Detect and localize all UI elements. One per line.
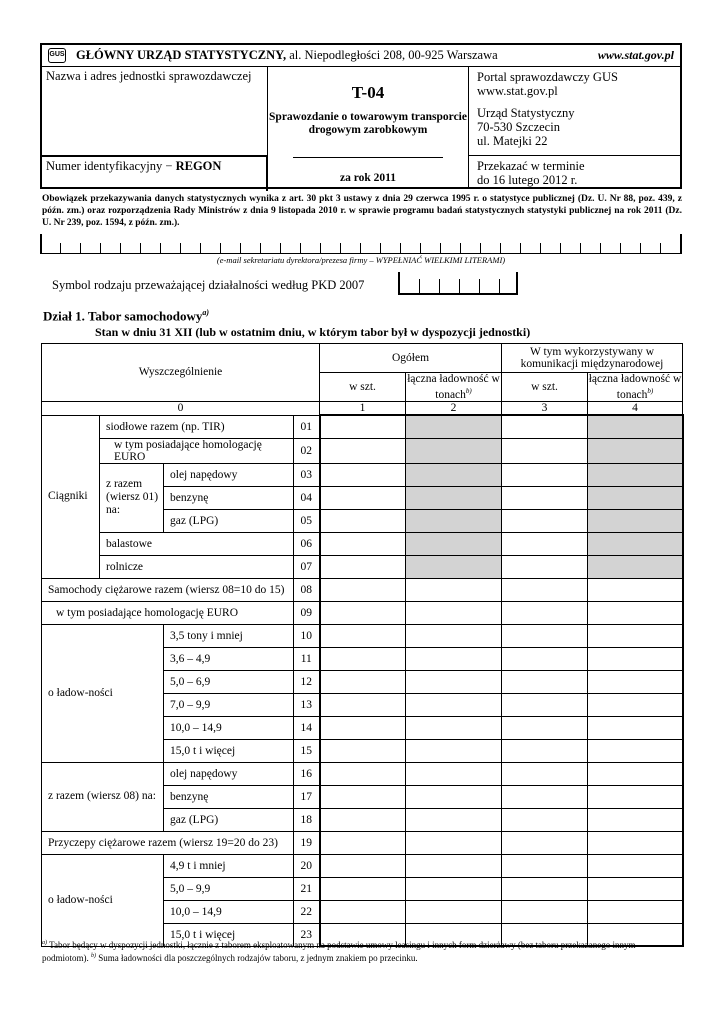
cell-14-4[interactable] <box>588 716 683 739</box>
email-box-divider <box>440 243 441 253</box>
form-title: Sprawozdanie o towarowym transporcie drogowym zarobkowym <box>269 111 467 136</box>
cell-21-2[interactable] <box>406 877 502 900</box>
row-num-01: 01 <box>294 415 320 438</box>
pkd-input-boxes[interactable] <box>398 272 518 295</box>
cell-04-1[interactable] <box>320 486 406 509</box>
cell-22-4[interactable] <box>588 900 683 923</box>
form-year: za rok 2011 <box>339 172 396 184</box>
cell-18-1[interactable] <box>320 808 406 831</box>
table-row <box>42 831 683 854</box>
row-label-19: Przyczepy ciężarowe razem (wiersz 19=20 do 23) <box>42 831 294 854</box>
row-num-15: 15 <box>294 739 320 762</box>
col-num-3: 3 <box>502 401 588 415</box>
cell-06-2 <box>406 532 502 555</box>
row-num-06: 06 <box>294 532 320 555</box>
pkd-box-divider <box>439 279 440 293</box>
cell-19-3[interactable] <box>502 831 588 854</box>
row-label-13: 7,0 – 9,9 <box>164 693 294 716</box>
portal-line1: Portal sprawozdawczy GUS <box>477 70 618 84</box>
cell-12-4[interactable] <box>588 670 683 693</box>
email-box-divider <box>320 243 321 253</box>
obligation-text: Obowiązek przekazywania danych statystycznych wynika z art. 30 pkt 3 ustawy z dnia 29 czerwca 1995 r. o statystyce publicznej (Dz. U. Nr 88, poz. 439, z późn. zm.) oraz rozporządzenia Rady Ministrów z dnia 9 listopada 2010 r. w sprawie programu badań statystycznych statystyki publicznej na rok 2011 (Dz. U. Nr 239, poz. 1594, z późn. zm.). <box>42 194 682 228</box>
cell-18-4[interactable] <box>588 808 683 831</box>
header-capacity-intl: łączna ładowność w tonach$^{b)}$ <box>588 373 682 401</box>
cell-09-4[interactable] <box>588 601 683 624</box>
form-divider <box>293 157 443 158</box>
table-row <box>42 532 683 555</box>
table-row <box>42 463 683 486</box>
office-line3: ul. Matejki 22 <box>477 134 548 148</box>
column-numbers-row <box>42 401 683 415</box>
email-box-divider <box>540 243 541 253</box>
col-num-0: 0 <box>42 401 320 415</box>
cell-06-1[interactable] <box>320 532 406 555</box>
cell-16-3[interactable] <box>502 762 588 785</box>
row-label-06: balastowe <box>100 532 294 555</box>
row-label-20: 4,9 t i mniej <box>164 854 294 877</box>
pkd-box-divider <box>479 279 480 293</box>
cell-15-3[interactable] <box>502 739 588 762</box>
cell-06-4 <box>588 532 683 555</box>
row-label-02: w tym posiadające homologację EURO <box>100 438 294 463</box>
row-num-10: 10 <box>294 624 320 647</box>
email-input-boxes[interactable] <box>40 235 682 254</box>
row-num-03: 03 <box>294 463 320 486</box>
cell-12-3[interactable] <box>502 670 588 693</box>
row-label-03: olej napędowy <box>164 463 294 486</box>
unit-name-label: Nazwa i adres jednostki sprawozdawczej <box>46 69 252 83</box>
email-box-divider <box>480 243 481 253</box>
cell-09-3[interactable] <box>502 601 588 624</box>
cell-17-3[interactable] <box>502 785 588 808</box>
row-num-07: 07 <box>294 555 320 578</box>
cell-20-4[interactable] <box>588 854 683 877</box>
office-line1: Urząd Statystyczny <box>477 106 575 120</box>
cell-09-2[interactable] <box>406 601 502 624</box>
row-label-08: Samochody ciężarowe razem (wiersz 08=10 do 15) <box>42 578 294 601</box>
email-box-divider <box>80 243 81 253</box>
cell-07-2 <box>406 555 502 578</box>
row-label-18: gaz (LPG) <box>164 808 294 831</box>
regon-label: REGON <box>175 159 222 173</box>
row-num-04: 04 <box>294 486 320 509</box>
table-row <box>42 854 683 877</box>
gus-logo: GUS <box>48 48 66 63</box>
table-row <box>42 762 683 785</box>
pkd-label: Symbol rodzaju przeważającej działalności według PKD 2007 <box>52 278 365 292</box>
row-num-18: 18 <box>294 808 320 831</box>
header-capacity-total: łączna ładowność w tonach$^{b)}$ <box>407 373 500 401</box>
cell-07-3[interactable] <box>502 555 588 578</box>
cell-02-3[interactable] <box>502 438 588 463</box>
email-box-divider <box>520 243 521 253</box>
cell-06-3[interactable] <box>502 532 588 555</box>
cell-16-4[interactable] <box>588 762 683 785</box>
cell-08-2[interactable] <box>406 578 502 601</box>
cell-07-1[interactable] <box>320 555 406 578</box>
cell-03-3[interactable] <box>502 463 588 486</box>
cell-22-2[interactable] <box>406 900 502 923</box>
row-num-09: 09 <box>294 601 320 624</box>
table-row <box>42 624 683 647</box>
cell-11-4[interactable] <box>588 647 683 670</box>
cell-01-2 <box>406 415 502 438</box>
cell-13-1[interactable] <box>320 693 406 716</box>
group-ladownosc-1: o ładow-ności <box>42 624 164 762</box>
row-label-21: 5,0 – 9,9 <box>164 877 294 900</box>
cell-20-3[interactable] <box>502 854 588 877</box>
row-num-12: 12 <box>294 670 320 693</box>
table-row <box>42 578 683 601</box>
cell-19-1[interactable] <box>320 831 406 854</box>
email-box-divider <box>380 243 381 253</box>
email-box-divider <box>460 243 461 253</box>
row-label-22: 10,0 – 14,9 <box>164 900 294 923</box>
cell-11-2[interactable] <box>406 647 502 670</box>
table-row <box>42 438 683 463</box>
email-box-divider <box>400 243 401 253</box>
cell-14-1[interactable] <box>320 716 406 739</box>
header-units-intl: w szt. <box>502 373 588 402</box>
cell-22-3[interactable] <box>502 900 588 923</box>
unit-name-field[interactable] <box>42 67 268 155</box>
cell-22-1[interactable] <box>320 900 406 923</box>
row-num-17: 17 <box>294 785 320 808</box>
email-box-divider <box>60 243 61 253</box>
row-label-17: benzynę <box>164 785 294 808</box>
row-label-12: 5,0 – 6,9 <box>164 670 294 693</box>
cell-17-2[interactable] <box>406 785 502 808</box>
section-subtitle: Stan w dniu 31 XII (lub w ostatnim dniu, w którym tabor był w dyspozycji jednostki) <box>95 325 531 339</box>
group-ciagniki: Ciągniki <box>42 415 100 578</box>
row-num-08: 08 <box>294 578 320 601</box>
cell-02-4 <box>588 438 683 463</box>
cell-10-4[interactable] <box>588 624 683 647</box>
row-label-01: siodłowe razem (np. TIR) <box>100 415 294 438</box>
cell-05-1[interactable] <box>320 509 406 532</box>
cell-11-1[interactable] <box>320 647 406 670</box>
email-box-divider <box>220 243 221 253</box>
office-name: GŁÓWNY URZĄD STATYSTYCZNY, <box>76 48 287 62</box>
email-box-divider <box>140 243 141 253</box>
row-label-15: 15,0 t i więcej <box>164 739 294 762</box>
cell-07-4 <box>588 555 683 578</box>
cell-08-1[interactable] <box>320 578 406 601</box>
cell-16-2[interactable] <box>406 762 502 785</box>
email-box-divider <box>600 243 601 253</box>
form-header <box>40 43 682 189</box>
cell-13-2[interactable] <box>406 693 502 716</box>
row-label-07: rolnicze <box>100 555 294 578</box>
header-spec: Wyszczególnienie <box>42 344 320 402</box>
cell-19-4[interactable] <box>588 831 683 854</box>
cell-04-2 <box>406 486 502 509</box>
row-label-05: gaz (LPG) <box>164 509 294 532</box>
cell-14-2[interactable] <box>406 716 502 739</box>
cell-03-2 <box>406 463 502 486</box>
deadline <box>477 159 585 187</box>
cell-10-3[interactable] <box>502 624 588 647</box>
form-id-block <box>268 67 468 187</box>
cell-17-1[interactable] <box>320 785 406 808</box>
email-box-divider <box>260 243 261 253</box>
row-label-11: 3,6 – 4,9 <box>164 647 294 670</box>
row-num-16: 16 <box>294 762 320 785</box>
row-num-21: 21 <box>294 877 320 900</box>
cell-05-4 <box>588 509 683 532</box>
row-num-11: 11 <box>294 647 320 670</box>
website: www.stat.gov.pl <box>597 48 674 62</box>
cell-12-2[interactable] <box>406 670 502 693</box>
group-z-razem-01: z razem (wiersz 01) na: <box>100 463 164 532</box>
header-top-line <box>42 45 680 67</box>
recipient-block <box>468 67 680 187</box>
cell-13-3[interactable] <box>502 693 588 716</box>
cell-10-2[interactable] <box>406 624 502 647</box>
col-num-2: 2 <box>406 401 502 415</box>
cell-02-2 <box>406 438 502 463</box>
cell-03-1[interactable] <box>320 463 406 486</box>
email-box-divider <box>560 243 561 253</box>
col-num-1: 1 <box>320 401 406 415</box>
email-box-divider <box>180 243 181 253</box>
cell-17-4[interactable] <box>588 785 683 808</box>
cell-21-1[interactable] <box>320 877 406 900</box>
cell-20-2[interactable] <box>406 854 502 877</box>
office-line2: 70-530 Szczecin <box>477 120 560 134</box>
email-box-divider <box>280 243 281 253</box>
cell-16-1[interactable] <box>320 762 406 785</box>
email-box-divider <box>420 243 421 253</box>
cell-19-2[interactable] <box>406 831 502 854</box>
fleet-table <box>41 343 684 947</box>
cell-01-1[interactable] <box>320 415 406 438</box>
group-ladownosc-2: o ładow-ności <box>42 854 164 946</box>
cell-08-3[interactable] <box>502 578 588 601</box>
footnote-a: Tabor będący w dyspozycji jednostki, łącznie z taborem eksploatowanym na podstawie umowy leasingu i innych form dzierżawy (bez taboru przekazanego innym podmiotom). <box>42 940 636 963</box>
deadline-line1: Przekazać w terminie <box>477 159 585 173</box>
cell-05-2 <box>406 509 502 532</box>
row-label-16: olej napędowy <box>164 762 294 785</box>
email-box-divider <box>340 243 341 253</box>
cell-10-1[interactable] <box>320 624 406 647</box>
row-num-14: 14 <box>294 716 320 739</box>
row-label-04: benzynę <box>164 486 294 509</box>
cell-11-3[interactable] <box>502 647 588 670</box>
col-num-4: 4 <box>588 401 683 415</box>
cell-15-2[interactable] <box>406 739 502 762</box>
cell-02-1[interactable] <box>320 438 406 463</box>
email-box-divider <box>640 243 641 253</box>
footnotes: $^{a)}$ Tabor będący w dyspozycji jednostki, łącznie z taborem eksploatowanym na podstawie umowy leasingu i innych form dzierżawy (bez taboru przekazanego innym podmiotom). $^{b)}$ Suma ładowności dla poszczególnych rodzajów taboru, z jednym znakiem po przecinku. <box>42 940 636 963</box>
regon-field[interactable] <box>42 155 268 191</box>
row-num-02: 02 <box>294 438 320 463</box>
email-box-divider <box>660 243 661 253</box>
header-international: W tym wykorzystywany w komunikacji międzynarodowej <box>502 344 683 373</box>
email-box-divider <box>580 243 581 253</box>
cell-20-1[interactable] <box>320 854 406 877</box>
email-box-divider <box>360 243 361 253</box>
row-num-23: 23 <box>294 923 320 946</box>
cell-04-4 <box>588 486 683 509</box>
row-num-20: 20 <box>294 854 320 877</box>
footnote-b: Suma ładowności dla poszczególnych rodzajów taboru, z jednym znakiem po przecinku. <box>98 953 418 963</box>
row-num-05: 05 <box>294 509 320 532</box>
email-box-divider <box>120 243 121 253</box>
email-box-divider <box>160 243 161 253</box>
cell-03-4 <box>588 463 683 486</box>
pkd-box-divider <box>419 279 420 293</box>
row-num-19: 19 <box>294 831 320 854</box>
email-box-divider <box>240 243 241 253</box>
portal-line2: www.stat.gov.pl <box>477 84 558 98</box>
cell-21-4[interactable] <box>588 877 683 900</box>
email-note: (e-mail sekretariatu dyrektora/prezesa firmy – WYPEŁNIAĆ WIELKIMI LITERAMI) <box>216 255 506 265</box>
office-address: al. Niepodległości 208, 00-925 Warszawa <box>289 48 498 62</box>
group-z-razem-08: z razem (wiersz 08) na: <box>42 762 164 831</box>
email-box-divider <box>620 243 621 253</box>
cell-12-1[interactable] <box>320 670 406 693</box>
email-box-divider <box>200 243 201 253</box>
table-row <box>42 601 683 624</box>
cell-09-1[interactable] <box>320 601 406 624</box>
pkd-box-divider <box>499 279 500 293</box>
cell-13-4[interactable] <box>588 693 683 716</box>
cell-18-3[interactable] <box>502 808 588 831</box>
regon-label-prefix: Numer identyfikacyjny − <box>46 159 176 173</box>
header-units-total: w szt. <box>320 373 406 402</box>
deadline-line2: do 16 lutego 2012 r. <box>477 173 578 187</box>
pkd-box-divider <box>459 279 460 293</box>
cell-15-1[interactable] <box>320 739 406 762</box>
cell-08-4[interactable] <box>588 578 683 601</box>
row-num-22: 22 <box>294 900 320 923</box>
row-label-14: 10,0 – 14,9 <box>164 716 294 739</box>
row-label-23: 15,0 t i więcej <box>164 923 294 946</box>
section-title: Dział 1. Tabor samochodowy$^{a)}$ <box>43 308 210 324</box>
header-total: Ogółem <box>320 344 502 373</box>
form-code: T-04 <box>351 83 385 102</box>
table-row <box>42 555 683 578</box>
cell-04-3[interactable] <box>502 486 588 509</box>
email-box-divider <box>100 243 101 253</box>
table-row <box>42 415 683 438</box>
email-box-divider <box>300 243 301 253</box>
row-label-09: w tym posiadające homologację EURO <box>42 601 294 624</box>
cell-18-2[interactable] <box>406 808 502 831</box>
cell-01-4 <box>588 415 683 438</box>
cell-01-3[interactable] <box>502 415 588 438</box>
row-label-10: 3,5 tony i mniej <box>164 624 294 647</box>
cell-15-4[interactable] <box>588 739 683 762</box>
row-num-13: 13 <box>294 693 320 716</box>
cell-21-3[interactable] <box>502 877 588 900</box>
recipient-divider <box>469 155 680 156</box>
cell-05-3[interactable] <box>502 509 588 532</box>
cell-14-3[interactable] <box>502 716 588 739</box>
email-box-divider <box>500 243 501 253</box>
